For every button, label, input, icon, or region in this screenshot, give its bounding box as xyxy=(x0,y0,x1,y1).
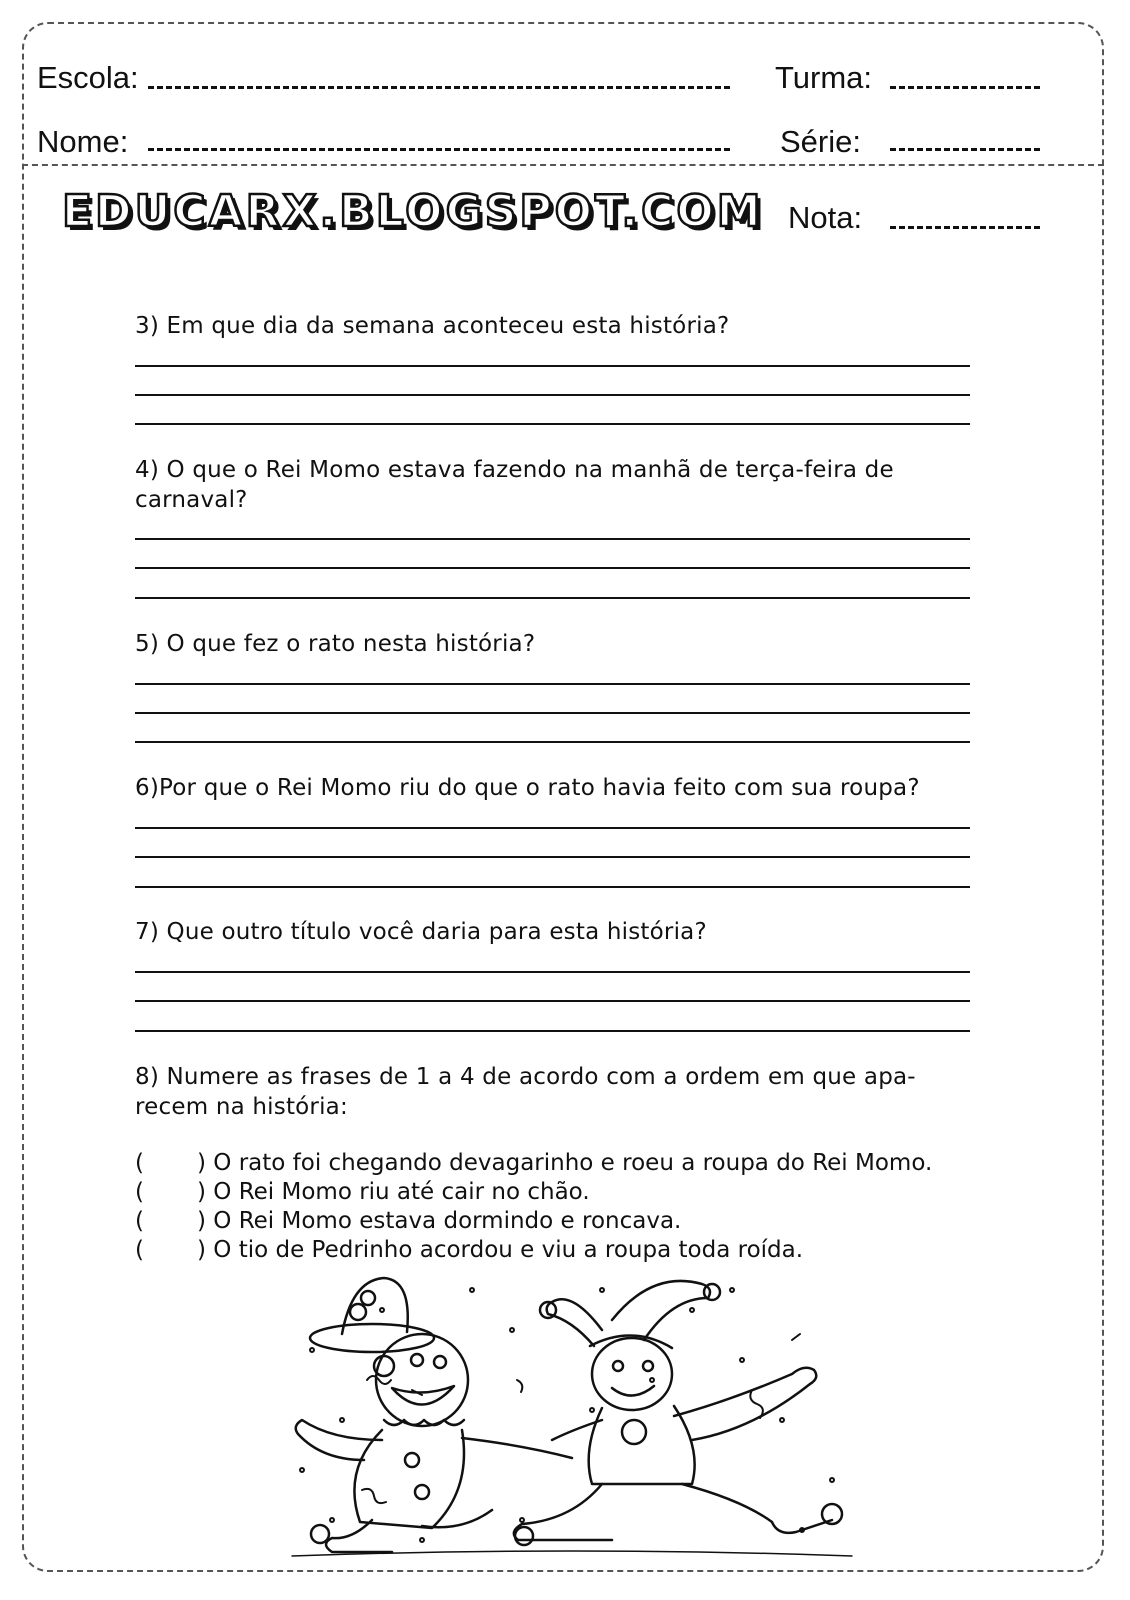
number-box[interactable]: ( xyxy=(135,1150,144,1176)
nome-label: Nome: xyxy=(37,124,129,159)
carnival-clowns-icon xyxy=(272,1270,872,1560)
question-4: 4) O que o Rei Momo estava fazendo na manhã de terça-feira de carnaval? xyxy=(135,457,894,513)
question-7: 7) Que outro título você daria para esta história? xyxy=(135,919,707,945)
option-text: ) O tio de Pedrinho acordou e viu a roupa toda roída. xyxy=(197,1237,804,1263)
answer-line[interactable] xyxy=(135,712,970,714)
order-option[interactable] xyxy=(135,1178,590,1207)
answer-line[interactable] xyxy=(135,683,970,685)
nota-field[interactable] xyxy=(890,226,1040,229)
number-box[interactable]: ( xyxy=(135,1208,144,1234)
answer-line[interactable] xyxy=(135,365,970,367)
answer-line[interactable] xyxy=(135,567,970,569)
order-option[interactable] xyxy=(135,1149,932,1178)
option-text: ) O Rei Momo estava dormindo e roncava. xyxy=(197,1208,682,1234)
question-8: 8) Numere as frases de 1 a 4 de acordo com a ordem em que apa-recem na história: xyxy=(135,1064,916,1120)
answer-line[interactable] xyxy=(135,886,970,888)
answer-line[interactable] xyxy=(135,1030,970,1032)
option-text: ) O rato foi chegando devagarinho e roeu a roupa do Rei Momo. xyxy=(197,1150,933,1176)
question-5: 5) O que fez o rato nesta história? xyxy=(135,631,536,657)
nota-label: Nota: xyxy=(788,200,863,235)
question-3: 3) Em que dia da semana aconteceu esta história? xyxy=(135,313,730,339)
answer-line[interactable] xyxy=(135,423,970,425)
answer-line[interactable] xyxy=(135,538,970,540)
nome-field[interactable] xyxy=(148,148,730,151)
turma-label: Turma: xyxy=(775,60,873,95)
serie-field[interactable] xyxy=(890,148,1040,151)
order-option[interactable] xyxy=(135,1207,681,1236)
answer-line[interactable] xyxy=(135,827,970,829)
serie-label: Série: xyxy=(780,124,861,159)
answer-line[interactable] xyxy=(135,856,970,858)
site-logo: EDUCARX.BLOGSPOT.COM xyxy=(62,186,764,237)
number-box[interactable]: ( xyxy=(135,1237,144,1263)
answer-line[interactable] xyxy=(135,971,970,973)
turma-field[interactable] xyxy=(890,86,1040,89)
answer-line[interactable] xyxy=(135,1000,970,1002)
escola-label: Escola: xyxy=(37,60,139,95)
order-option[interactable] xyxy=(135,1236,803,1265)
answer-line[interactable] xyxy=(135,394,970,396)
number-box[interactable]: ( xyxy=(135,1179,144,1205)
answer-line[interactable] xyxy=(135,597,970,599)
question-6: 6)Por que o Rei Momo riu do que o rato havia feito com sua roupa? xyxy=(135,775,920,801)
option-text: ) O Rei Momo riu até cair no chão. xyxy=(197,1179,590,1205)
answer-line[interactable] xyxy=(135,741,970,743)
header-divider xyxy=(22,164,1104,166)
escola-field[interactable] xyxy=(148,86,730,89)
